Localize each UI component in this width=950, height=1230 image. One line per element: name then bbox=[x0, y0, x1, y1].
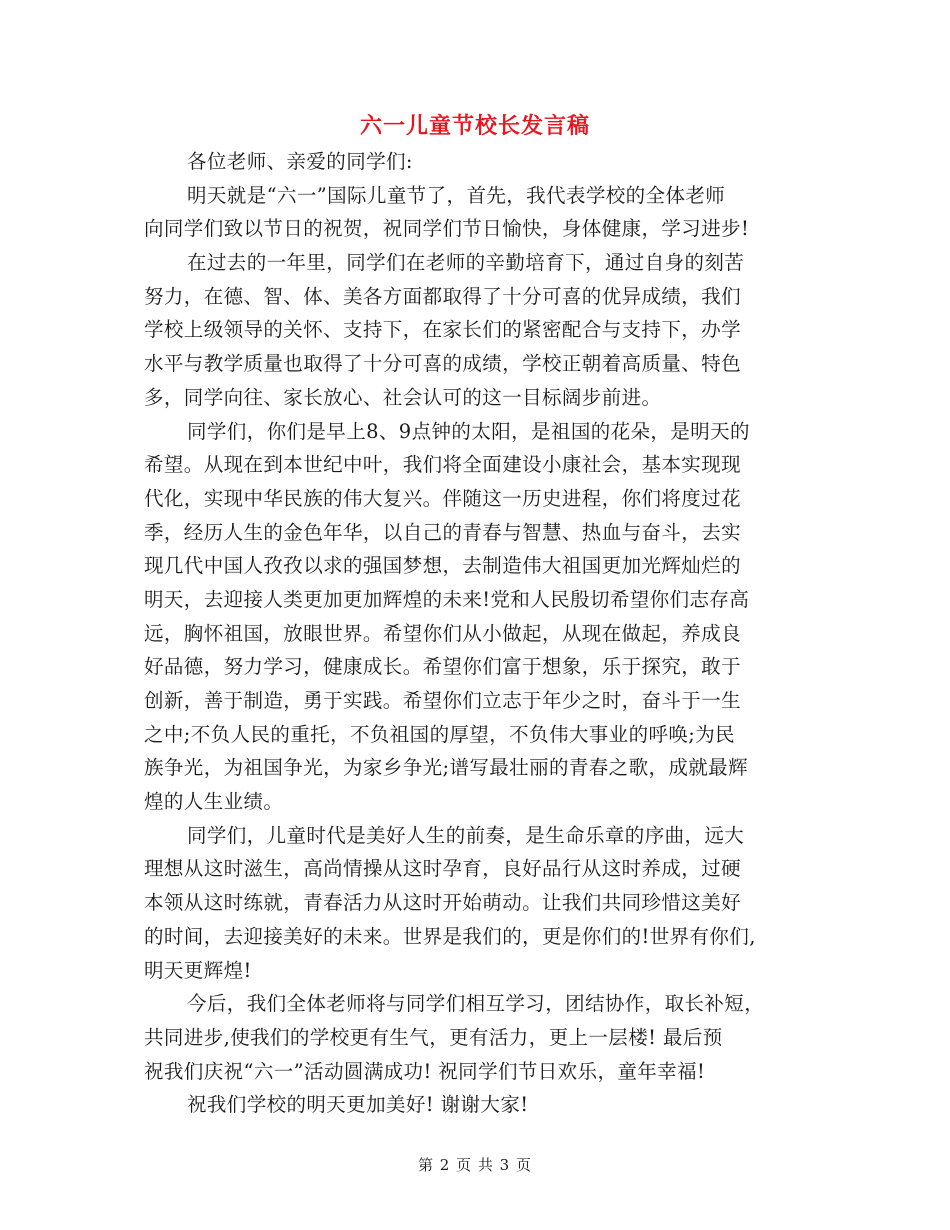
body-line: 明天更辉煌! bbox=[144, 958, 252, 982]
body-line: 共同进步,使我们的学校更有生气，更有活力，更上一层楼! 最后预 bbox=[144, 1025, 723, 1049]
body-line: 之中;不负人民的重托，不负祖国的厚望，不负伟大事业的呼唤;为民 bbox=[144, 722, 736, 746]
body-line: 各位老师、亲爱的同学们: bbox=[187, 150, 413, 173]
body-line: 代化，实现中华民族的伟大复兴。伴随这一历史进程，你们将度过花 bbox=[144, 486, 742, 510]
body-line: 努力，在德、智、体、美各方面都取得了十分可喜的优异成绩，我们 bbox=[144, 284, 742, 308]
body-line: 多，同学向往、家长放心、社会认可的这一目标阔步前进。 bbox=[144, 385, 662, 409]
body-line: 理想从这时滋生，高尚情操从这时孕育，良好品行从这时养成，过硬 bbox=[144, 857, 742, 881]
document-title: 六一儿童节校长发言稿 bbox=[359, 113, 590, 139]
body-line: 同学们，你们是早上8、9点钟的太阳，是祖国的花朵，是明天的 bbox=[187, 419, 750, 443]
body-line: 希望。从现在到本世纪中叶，我们将全面建设小康社会，基本实现现 bbox=[144, 453, 742, 477]
body-line: 季，经历人生的金色年华，以自己的青春与智慧、热血与奋斗，去实 bbox=[144, 520, 742, 544]
body-line: 的时间，去迎接美好的未来。世界是我们的，更是你们的!世界有你们, bbox=[144, 924, 756, 948]
body-line: 本领从这时练就，青春活力从这时开始萌动。让我们共同珍惜这美好 bbox=[144, 891, 742, 915]
body-line: 好品德，努力学习，健康成长。希望你们富于想象，乐于探究，敢于 bbox=[144, 655, 742, 679]
body-line: 学校上级领导的关怀、支持下，在家长们的紧密配合与支持下，办学 bbox=[144, 318, 742, 342]
body-line: 明天就是“六一”国际儿童节了，首先，我代表学校的全体老师 bbox=[187, 183, 726, 207]
body-line: 水平与教学质量也取得了十分可喜的成绩，学校正朝着高质量、特色 bbox=[144, 352, 742, 376]
body-line: 向同学们致以节日的祝贺，祝同学们节日愉快，身体健康，学习进步! bbox=[144, 217, 750, 241]
page-footer: 第 2 页 共 3 页 bbox=[418, 1156, 532, 1174]
body-line: 煌的人生业绩。 bbox=[144, 790, 284, 814]
body-line: 明天，去迎接人类更加更加辉煌的未来!党和人民殷切希望你们志存高 bbox=[144, 587, 750, 611]
body-line: 祝我们庆祝“六一”活动圆满成功! 祝同学们节日欢乐，童年幸福! bbox=[144, 1059, 706, 1083]
document-body bbox=[144, 145, 812, 1122]
body-line: 创新，善于制造，勇于实践。希望你们立志于年少之时，奋斗于一生 bbox=[144, 689, 742, 712]
body-line: 今后，我们全体老师将与同学们相互学习，团结协作，取长补短， bbox=[187, 992, 765, 1016]
body-line: 同学们，儿童时代是美好人生的前奏，是生命乐章的序曲，远大 bbox=[187, 823, 745, 847]
body-line: 族争光，为祖国争光，为家乡争光;谱写最壮丽的青春之歌，成就最辉 bbox=[144, 756, 748, 780]
body-line: 在过去的一年里，同学们在老师的辛勤培育下，通过自身的刻苦 bbox=[187, 251, 745, 275]
body-line: 远，胸怀祖国，放眼世界。希望你们从小做起，从现在做起，养成良 bbox=[144, 621, 742, 645]
body-line: 祝我们学校的明天更加美好! 谢谢大家! bbox=[187, 1093, 529, 1117]
body-line: 现几代中国人孜孜以求的强国梦想，去制造伟大祖国更加光辉灿烂的 bbox=[144, 554, 742, 578]
